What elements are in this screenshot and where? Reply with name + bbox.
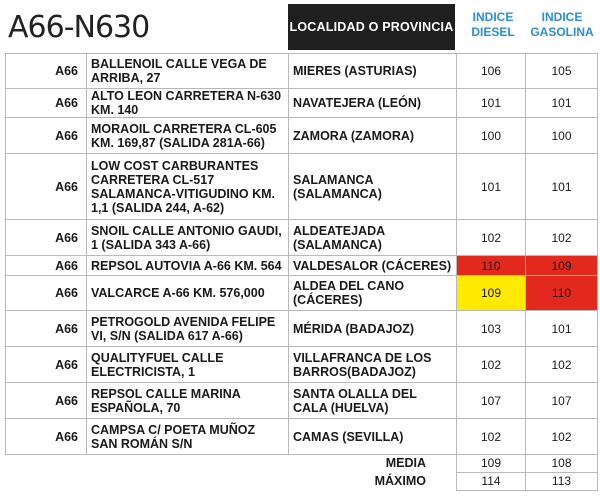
locality-cell: SALAMANCA (SALAMANCA) [289,154,457,220]
gasolina-index-cell: 100 [526,118,598,154]
road-cell: A66 [6,54,87,89]
summary-spacer [6,455,289,473]
gasolina-index-cell: 102 [526,419,598,455]
station-cell: SNOIL CALLE ANTONIO GAUDI, 1 (SALIDA 343 A-66) [87,220,289,256]
road-cell: A66 [6,118,87,154]
locality-cell: MIERES (ASTURIAS) [289,54,457,89]
table-row [6,154,598,220]
locality-cell: CAMAS (SEVILLA) [289,419,457,455]
table-row [6,220,598,256]
table-row [6,347,598,383]
gasolina-index-cell: 102 [526,347,598,383]
diesel-index-cell: 102 [457,419,526,455]
gasolina-index-cell: 109 [526,256,598,276]
diesel-index-cell: 101 [457,154,526,220]
locality-cell: ALDEATEJADA (SALAMANCA) [289,220,457,256]
gasolina-index-cell: 105 [526,54,598,89]
table-row [6,311,598,347]
road-cell: A66 [6,220,87,256]
gasolina-index-cell: 101 [526,154,598,220]
gasolina-index-cell: 101 [526,311,598,347]
locality-cell: ZAMORA (ZAMORA) [289,118,457,154]
summary-diesel-value: 114 [457,473,526,491]
station-cell: BALLENOIL CALLE VEGA DE ARRIBA, 27 [87,54,289,89]
summary-gasolina-value: 113 [526,473,598,491]
road-cell: A66 [6,419,87,455]
station-cell: VALCARCE A-66 KM. 576,000 [87,276,289,311]
fuel-price-table [5,53,598,491]
station-cell: CAMPSA C/ POETA MUÑOZ SAN ROMÁN S/N [87,419,289,455]
station-cell: LOW COST CARBURANTES CARRETERA CL-517 SALAMANCA-VITIGUDINO KM. 1,1 (SALIDA 244, A-62) [87,154,289,220]
road-cell: A66 [6,89,87,118]
locality-cell: NAVATEJERA (LEÓN) [289,89,457,118]
locality-cell: VALDESALOR (CÁCERES) [289,256,457,276]
summary-row [6,455,598,473]
table-body [6,54,598,491]
header-gas-line2: GASOLINA [530,25,594,39]
locality-cell: ALDEA DEL CANO (CÁCERES) [289,276,457,311]
diesel-index-cell: 101 [457,89,526,118]
header-indice-diesel [458,10,528,40]
station-cell: ALTO LEON CARRETERA N-630 KM. 140 [87,89,289,118]
table-row [6,276,598,311]
summary-diesel-value: 109 [457,455,526,473]
station-cell: REPSOL AUTOVIA A-66 KM. 564 [87,256,289,276]
road-cell: A66 [6,276,87,311]
diesel-index-cell: 109 [457,276,526,311]
table-row [6,89,598,118]
diesel-index-cell: 103 [457,311,526,347]
road-cell: A66 [6,154,87,220]
diesel-index-cell: 102 [457,220,526,256]
table-row [6,54,598,89]
station-cell: MORAOIL CARRETERA CL-605 KM. 169,87 (SALIDA 281A-66) [87,118,289,154]
locality-cell: SANTA OLALLA DEL CALA (HUELVA) [289,383,457,419]
header-gas-line1: INDICE [541,10,583,24]
gasolina-index-cell: 101 [526,89,598,118]
table-row [6,256,598,276]
diesel-index-cell: 100 [457,118,526,154]
diesel-index-cell: 107 [457,383,526,419]
page-title: A66-N630 [8,10,150,45]
station-cell: REPSOL CALLE MARINA ESPAÑOLA, 70 [87,383,289,419]
header-localidad: LOCALIDAD O PROVINCIA [288,4,455,50]
diesel-index-cell: 110 [457,256,526,276]
diesel-index-cell: 102 [457,347,526,383]
road-cell: A66 [6,256,87,276]
road-cell: A66 [6,347,87,383]
locality-cell: VILLAFRANCA DE LOS BARROS(BADAJOZ) [289,347,457,383]
table-row [6,118,598,154]
locality-cell: MÉRIDA (BADAJOZ) [289,311,457,347]
diesel-index-cell: 106 [457,54,526,89]
gasolina-index-cell: 102 [526,220,598,256]
gasolina-index-cell: 110 [526,276,598,311]
header-diesel-line1: INDICE [472,10,514,24]
road-cell: A66 [6,311,87,347]
road-cell: A66 [6,383,87,419]
table-row [6,419,598,455]
header-diesel-line2: DIESEL [471,25,515,39]
summary-gasolina-value: 108 [526,455,598,473]
table-row [6,383,598,419]
gasolina-index-cell: 107 [526,383,598,419]
summary-label: MEDIA [385,456,426,471]
station-cell: PETROGOLD AVENIDA FELIPE VI, S/N (SALIDA 617 A-66) [87,311,289,347]
summary-row [6,473,598,491]
summary-spacer [6,473,289,491]
summary-label: MÁXIMO [374,474,426,488]
station-cell: QUALITYFUEL CALLE ELECTRICISTA, 1 [87,347,289,383]
header-indice-gasolina [526,10,598,40]
